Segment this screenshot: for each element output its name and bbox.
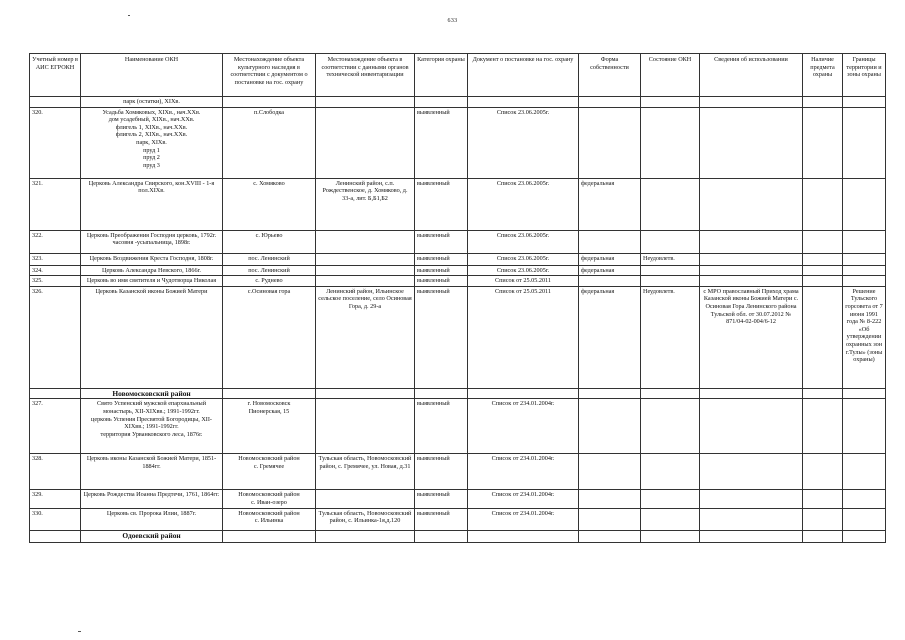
cell-num: 325. bbox=[30, 276, 81, 287]
table-cell bbox=[415, 388, 468, 399]
cell-own bbox=[579, 276, 641, 287]
cell-name: Церковь Казанской иконы Божией Матери bbox=[81, 286, 223, 388]
cell-cat: выявленный bbox=[415, 399, 468, 454]
cell-use bbox=[700, 107, 803, 178]
table-cell bbox=[30, 388, 81, 399]
cell-use bbox=[700, 230, 803, 253]
header-cell: Местонахождение объекта в соответствии с данными органов технической инвентаризации bbox=[316, 54, 415, 97]
cell-cat: выявленный bbox=[415, 276, 468, 287]
cell-loc-doc: пос. Ленинский bbox=[223, 253, 316, 265]
district-row bbox=[30, 530, 886, 542]
cell-own bbox=[579, 97, 641, 108]
table-cell bbox=[468, 388, 579, 399]
cell-use bbox=[700, 490, 803, 508]
table-cell bbox=[700, 530, 803, 542]
cell-bounds bbox=[843, 490, 886, 508]
header-cell: Форма собственности bbox=[579, 54, 641, 97]
cell-loc-ti bbox=[316, 230, 415, 253]
cell-subj bbox=[803, 97, 843, 108]
cell-cat: выявленный bbox=[415, 286, 468, 388]
cell-doc: Список от 234.01.2004г. bbox=[468, 454, 579, 490]
cell-cat: выявленный bbox=[415, 230, 468, 253]
cell-subj bbox=[803, 490, 843, 508]
cell-use bbox=[700, 276, 803, 287]
cell-use bbox=[700, 97, 803, 108]
cell-subj bbox=[803, 265, 843, 276]
cell-cat: выявленный bbox=[415, 454, 468, 490]
table-cell bbox=[223, 530, 316, 542]
table-cell bbox=[316, 530, 415, 542]
table-row bbox=[30, 490, 886, 508]
table-cell bbox=[843, 530, 886, 542]
cell-loc-ti: Тульская область, Новомосковский район, с. Гремячее, ул. Новая, д.31 bbox=[316, 454, 415, 490]
cell-state bbox=[641, 265, 700, 276]
cell-cat: выявленный bbox=[415, 107, 468, 178]
cell-bounds: Решение Тульского горсовета от 7 июня 1991 года № 8-222 «Об утверждении охранных зон г.Тулы» (зоны охраны) bbox=[843, 286, 886, 388]
cell-bounds bbox=[843, 97, 886, 108]
table-cell bbox=[30, 530, 81, 542]
cell-bounds bbox=[843, 508, 886, 530]
cell-use bbox=[700, 178, 803, 230]
cell-use bbox=[700, 454, 803, 490]
cell-loc-ti: Ленинский район, с.п. Рождественское, д. Хомяково, д. 33-а, лит. Б,Б1,Б2 bbox=[316, 178, 415, 230]
cell-doc: Список 23.06.2005г. bbox=[468, 107, 579, 178]
cell-doc: Список 23.06.2005г. bbox=[468, 178, 579, 230]
cell-subj bbox=[803, 454, 843, 490]
table-cell bbox=[700, 388, 803, 399]
cell-doc: Список 23.06.2005г. bbox=[468, 265, 579, 276]
cell-loc-doc: г. Новомосковск Пионерская, 15 bbox=[223, 399, 316, 454]
table-cell bbox=[803, 388, 843, 399]
table-row bbox=[30, 265, 886, 276]
cell-loc-doc: Новомосковский район с. Ильинка bbox=[223, 508, 316, 530]
table-cell bbox=[223, 388, 316, 399]
cell-loc-ti bbox=[316, 107, 415, 178]
cell-own: федеральная bbox=[579, 265, 641, 276]
cell-subj bbox=[803, 286, 843, 388]
cell-own: федеральная bbox=[579, 253, 641, 265]
table-row bbox=[30, 454, 886, 490]
cell-own: федеральная bbox=[579, 178, 641, 230]
cell-name: Церковь Рождества Иоанна Предтечи, 1761, 1864гг. bbox=[81, 490, 223, 508]
scan-speck bbox=[128, 15, 130, 16]
header-cell: Местонахождение объекта культурного наследия в соответствии с документом о постановке на гос. охрану bbox=[223, 54, 316, 97]
cell-subj bbox=[803, 276, 843, 287]
cell-bounds bbox=[843, 454, 886, 490]
table-row bbox=[30, 253, 886, 265]
cell-name: Церковь во имя святителя и Чудотворца Николая bbox=[81, 276, 223, 287]
cell-num: 329. bbox=[30, 490, 81, 508]
page-number: 633 bbox=[447, 18, 458, 24]
cell-subj bbox=[803, 107, 843, 178]
district-name: Новомосковский район bbox=[81, 388, 223, 399]
cell-state bbox=[641, 490, 700, 508]
cell-num: 326. bbox=[30, 286, 81, 388]
cell-own bbox=[579, 490, 641, 508]
cell-doc bbox=[468, 97, 579, 108]
cell-num: 327. bbox=[30, 399, 81, 454]
cell-loc-doc: с. Юрьево bbox=[223, 230, 316, 253]
header-cell: Сведения об использовании bbox=[700, 54, 803, 97]
cell-cat bbox=[415, 97, 468, 108]
cell-own bbox=[579, 230, 641, 253]
cell-bounds bbox=[843, 230, 886, 253]
table-cell bbox=[579, 388, 641, 399]
cell-num: 323. bbox=[30, 253, 81, 265]
cell-own bbox=[579, 508, 641, 530]
cell-loc-doc: с. Хомяково bbox=[223, 178, 316, 230]
cell-state bbox=[641, 230, 700, 253]
table-cell bbox=[803, 530, 843, 542]
cell-own bbox=[579, 399, 641, 454]
table-row bbox=[30, 399, 886, 454]
district-row bbox=[30, 388, 886, 399]
cell-loc-ti: Тульская область, Новомосковский район, с. Ильинка-1я,д.120 bbox=[316, 508, 415, 530]
header-cell: Наименование ОКН bbox=[81, 54, 223, 97]
cell-cat: выявленный bbox=[415, 490, 468, 508]
table-row bbox=[30, 286, 886, 388]
cell-bounds bbox=[843, 276, 886, 287]
cell-loc-ti bbox=[316, 97, 415, 108]
cell-bounds bbox=[843, 178, 886, 230]
cell-name: Церковь иконы Казанской Божией Матери, 1851-1884гг. bbox=[81, 454, 223, 490]
cell-state bbox=[641, 97, 700, 108]
table-row bbox=[30, 276, 886, 287]
cell-state bbox=[641, 508, 700, 530]
cell-loc-doc bbox=[223, 97, 316, 108]
cell-use bbox=[700, 265, 803, 276]
district-name: Одоевский район bbox=[81, 530, 223, 542]
cell-loc-doc: п.Слободка bbox=[223, 107, 316, 178]
scan-speck bbox=[78, 631, 81, 632]
cell-subj bbox=[803, 178, 843, 230]
table-cell bbox=[641, 388, 700, 399]
cell-subj bbox=[803, 399, 843, 454]
table-row bbox=[30, 508, 886, 530]
cell-doc: Список от 25.05.2011 bbox=[468, 286, 579, 388]
cell-name: парк (остатки), XIXв. bbox=[81, 97, 223, 108]
cell-bounds bbox=[843, 253, 886, 265]
table-row bbox=[30, 107, 886, 178]
cell-state bbox=[641, 178, 700, 230]
cell-loc-ti: Ленинский район, Ильинское сельское поселение, село Осиновая Гора, д. 29-а bbox=[316, 286, 415, 388]
cell-bounds bbox=[843, 265, 886, 276]
cell-use: с МРО православный Приход храма Казанской иконы Божией Матери с. Осиновая Гора Ленинского района Тульской обл. от 30.07.2012 № 871/04-02-004/6-12 bbox=[700, 286, 803, 388]
cell-state bbox=[641, 276, 700, 287]
cell-num: 321. bbox=[30, 178, 81, 230]
cell-num: 322. bbox=[30, 230, 81, 253]
cell-own bbox=[579, 454, 641, 490]
cell-state: Неудовлетв. bbox=[641, 286, 700, 388]
header-cell: Учетный номер в АИС ЕГРОКН bbox=[30, 54, 81, 97]
cell-own bbox=[579, 107, 641, 178]
cell-bounds bbox=[843, 107, 886, 178]
cell-loc-ti bbox=[316, 490, 415, 508]
table-cell bbox=[843, 388, 886, 399]
header-cell: Состояние ОКН bbox=[641, 54, 700, 97]
heritage-register-table bbox=[29, 53, 886, 543]
cell-doc: Список от 234.01.2004г. bbox=[468, 399, 579, 454]
cell-loc-doc: с.Осиновая гора bbox=[223, 286, 316, 388]
table-header-row bbox=[30, 54, 886, 97]
cell-own: федеральная bbox=[579, 286, 641, 388]
cell-name: Усадьба Хомяковых, XIXв., нач.XXв. дом усадебный, XIXв., нач.XXв. флигель 1, XIXв., нач.XXв. флигель 2, XIXв., нач.XXв. парк, XIXв. пруд 1 пруд 2 пруд 3 bbox=[81, 107, 223, 178]
cell-name: Свято Успенский мужской епархиальный монастырь, XII-XIXвв.; 1991-1992гг. церковь Успения Пресвятой Богородицы, XII-XIXвв.; 1991-1992гг. территория Урванковского леса, 1876г. bbox=[81, 399, 223, 454]
table-cell bbox=[579, 530, 641, 542]
cell-state bbox=[641, 454, 700, 490]
cell-name: Церковь Александра Свирского, кон.XVIII - 1-я пол.XIXв. bbox=[81, 178, 223, 230]
table-row bbox=[30, 97, 886, 108]
cell-loc-ti bbox=[316, 276, 415, 287]
cell-cat: выявленный bbox=[415, 253, 468, 265]
cell-name: Церковь Преображения Господня церковь, 1792г. часовня -усыпальница, 1898г. bbox=[81, 230, 223, 253]
cell-doc: Список от 25.05.2011 bbox=[468, 276, 579, 287]
cell-subj bbox=[803, 253, 843, 265]
cell-bounds bbox=[843, 399, 886, 454]
cell-loc-ti bbox=[316, 399, 415, 454]
cell-loc-doc: Новомосковский район с. Иван-озеро bbox=[223, 490, 316, 508]
table-cell bbox=[641, 530, 700, 542]
cell-state bbox=[641, 107, 700, 178]
table-row bbox=[30, 230, 886, 253]
header-cell: Категория охраны bbox=[415, 54, 468, 97]
cell-name: Церковь Александра Невского, 1866г. bbox=[81, 265, 223, 276]
header-cell: Границы территории и зоны охраны bbox=[843, 54, 886, 97]
cell-state: Неудовлетв. bbox=[641, 253, 700, 265]
cell-name: Церковь св. Пророка Илии, 1887г. bbox=[81, 508, 223, 530]
cell-use bbox=[700, 508, 803, 530]
cell-cat: выявленный bbox=[415, 178, 468, 230]
table-cell bbox=[415, 530, 468, 542]
cell-num bbox=[30, 97, 81, 108]
table-row bbox=[30, 178, 886, 230]
cell-cat: выявленный bbox=[415, 265, 468, 276]
header-cell: Документ о постановке на гос. охрану bbox=[468, 54, 579, 97]
cell-doc: Список 23.06.2005г. bbox=[468, 230, 579, 253]
cell-loc-ti bbox=[316, 253, 415, 265]
cell-num: 320. bbox=[30, 107, 81, 178]
cell-loc-doc: Новомосковский район с. Гремячее bbox=[223, 454, 316, 490]
cell-num: 330. bbox=[30, 508, 81, 530]
cell-doc: Список от 234.01.2004г. bbox=[468, 508, 579, 530]
cell-doc: Список 23.06.2005г. bbox=[468, 253, 579, 265]
cell-doc: Список от 234.01.2004г. bbox=[468, 490, 579, 508]
cell-subj bbox=[803, 230, 843, 253]
cell-num: 328. bbox=[30, 454, 81, 490]
header-cell: Наличие предмета охраны bbox=[803, 54, 843, 97]
cell-loc-ti bbox=[316, 265, 415, 276]
cell-cat: выявленный bbox=[415, 508, 468, 530]
cell-loc-doc: пос. Ленинский bbox=[223, 265, 316, 276]
cell-use bbox=[700, 253, 803, 265]
cell-num: 324. bbox=[30, 265, 81, 276]
table-cell bbox=[316, 388, 415, 399]
cell-use bbox=[700, 399, 803, 454]
cell-state bbox=[641, 399, 700, 454]
table-cell bbox=[468, 530, 579, 542]
cell-name: Церковь Воздвижения Креста Господня, 1808г. bbox=[81, 253, 223, 265]
cell-loc-doc: с. Руднево bbox=[223, 276, 316, 287]
cell-subj bbox=[803, 508, 843, 530]
